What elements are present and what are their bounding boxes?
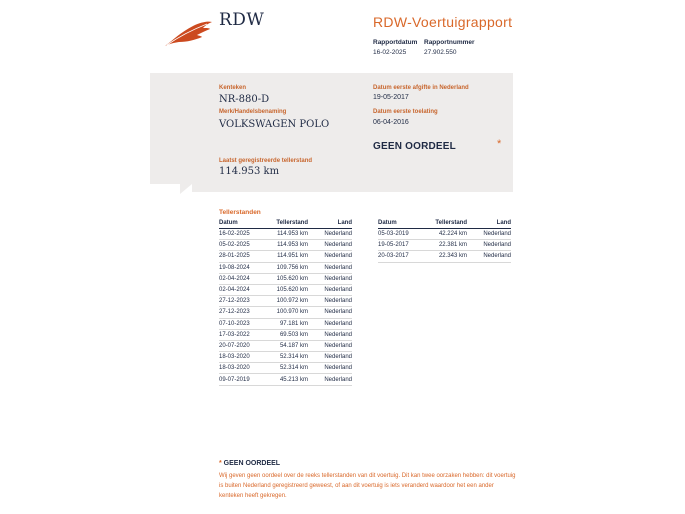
tellerstanden-title: Tellerstanden (219, 209, 261, 216)
table-row (219, 251, 352, 262)
land-cell: Nederland (308, 318, 352, 329)
eerste-toelating-label: Datum eerste toelating (373, 109, 438, 115)
land-cell: Nederland (308, 374, 352, 385)
rapportdatum-value: 16-02-2025 (373, 49, 407, 56)
land-cell: Nederland (467, 229, 511, 240)
datum-cell: 19-05-2017 (378, 240, 424, 251)
tellerstand-cell: 114.951 km (265, 251, 308, 262)
tellerstand-cell: 97.181 km (265, 318, 308, 329)
tellerstand-label: Laatst geregistreerde tellerstand (219, 158, 313, 164)
eerste-toelating-value: 06-04-2016 (373, 119, 409, 126)
land-cell: Nederland (308, 284, 352, 295)
table-row (219, 284, 352, 295)
brand-name: RDW (219, 10, 265, 30)
merk-label: Merk/Handelsbenaming (219, 109, 287, 115)
tellerstand-cell: 114.953 km (265, 240, 308, 251)
table-row (219, 318, 352, 329)
land-cell: Nederland (308, 307, 352, 318)
datum-cell: 20-03-2017 (378, 251, 424, 262)
eerste-afgifte-label: Datum eerste afgifte in Nederland (373, 85, 469, 91)
tellerstand-cell: 100.970 km (265, 307, 308, 318)
tellerstand-cell: 52.314 km (265, 363, 308, 374)
footer-star: * (219, 460, 222, 467)
rapportnummer (424, 39, 475, 56)
datum-cell: 02-04-2024 (219, 284, 265, 295)
table-row (219, 307, 352, 318)
table-header-row (378, 218, 511, 229)
land-cell: Nederland (467, 240, 511, 251)
footer-title-text: GEEN OORDEEL (221, 460, 281, 467)
table-header-row (219, 218, 352, 229)
tellerstand-cell: 69.503 km (265, 329, 308, 340)
tellerstanden-table-right (378, 218, 511, 263)
land-cell: Nederland (308, 340, 352, 351)
eerste-afgifte-value: 19-05-2017 (373, 94, 409, 101)
table-row (378, 251, 511, 262)
datum-cell: 27-12-2023 (219, 296, 265, 307)
tellerstand-cell: 22.381 km (424, 240, 467, 251)
col-header-datum: Datum (378, 218, 424, 229)
table-row (219, 296, 352, 307)
land-cell: Nederland (308, 273, 352, 284)
oordeel-star: * (497, 138, 502, 150)
datum-cell: 18-03-2020 (219, 352, 265, 363)
datum-cell: 19-08-2024 (219, 262, 265, 273)
kenteken-value: NR-880-D (219, 94, 270, 105)
col-header-land: Land (467, 218, 511, 229)
col-header-tellerstand: Tellerstand (424, 218, 467, 229)
tellerstand-cell: 42.224 km (424, 229, 467, 240)
tellerstand-cell: 45.213 km (265, 374, 308, 385)
rapportnummer-value: 27.902.550 (424, 49, 457, 56)
rdw-feather-logo-icon (163, 20, 213, 48)
footer-title (219, 460, 280, 467)
tellerstand-cell: 100.972 km (265, 296, 308, 307)
datum-cell: 05-02-2025 (219, 240, 265, 251)
land-cell: Nederland (308, 240, 352, 251)
table-row (378, 240, 511, 251)
land-cell: Nederland (308, 352, 352, 363)
report-title: RDW-Voertuigrapport (373, 14, 513, 30)
tellerstand-cell: 105.620 km (265, 273, 308, 284)
land-cell: Nederland (308, 329, 352, 340)
datum-cell: 17-03-2022 (219, 329, 265, 340)
table-row (219, 329, 352, 340)
table-row (219, 363, 352, 374)
tellerstand-cell: 22.343 km (424, 251, 467, 262)
land-cell: Nederland (308, 296, 352, 307)
table-row (219, 352, 352, 363)
table-row (219, 262, 352, 273)
datum-cell: 09-07-2019 (219, 374, 265, 385)
panel-notch-edge (180, 182, 194, 194)
land-cell: Nederland (308, 229, 352, 240)
datum-cell: 20-07-2020 (219, 340, 265, 351)
rapportdatum-label: Rapportdatum (373, 39, 418, 46)
tellerstand-cell: 105.620 km (265, 284, 308, 295)
datum-cell: 07-10-2023 (219, 318, 265, 329)
rapportnummer-label: Rapportnummer (424, 39, 475, 46)
footer-explanation: Wij geven geen oordeel over de reeks tellerstanden van dit voertuig. Dit kan twee oorzaken hebben: dit voertuig is buiten Nederland geregistreerd geweest, of aan dit voertuig is iets veranderd waardoor het een ander kenteken heeft gekregen. (219, 473, 516, 499)
tellerstand-value: 114.953 km (219, 166, 280, 177)
col-header-tellerstand: Tellerstand (265, 218, 308, 229)
tellerstand-cell: 109.756 km (265, 262, 308, 273)
tellerstanden-table-left (219, 218, 352, 386)
col-header-land: Land (308, 218, 352, 229)
table-row (219, 273, 352, 284)
merk-value: VOLKSWAGEN POLO (219, 119, 330, 130)
tellerstand-cell: 54.187 km (265, 340, 308, 351)
tellerstand-cell: 52.314 km (265, 352, 308, 363)
datum-cell: 28-01-2025 (219, 251, 265, 262)
land-cell: Nederland (467, 251, 511, 262)
land-cell: Nederland (308, 251, 352, 262)
table-row (378, 229, 511, 240)
col-header-datum: Datum (219, 218, 265, 229)
datum-cell: 27-12-2023 (219, 307, 265, 318)
land-cell: Nederland (308, 262, 352, 273)
table-row (219, 240, 352, 251)
table-row (219, 229, 352, 240)
datum-cell: 05-03-2019 (378, 229, 424, 240)
datum-cell: 02-04-2024 (219, 273, 265, 284)
datum-cell: 16-02-2025 (219, 229, 265, 240)
rapportdatum (373, 39, 417, 56)
tellerstand-cell: 114.953 km (265, 229, 308, 240)
datum-cell: 18-03-2020 (219, 363, 265, 374)
oordeel-verdict: GEEN OORDEEL (373, 141, 456, 152)
table-row (219, 374, 352, 385)
kenteken-label: Kenteken (219, 85, 247, 91)
table-row (219, 340, 352, 351)
land-cell: Nederland (308, 363, 352, 374)
